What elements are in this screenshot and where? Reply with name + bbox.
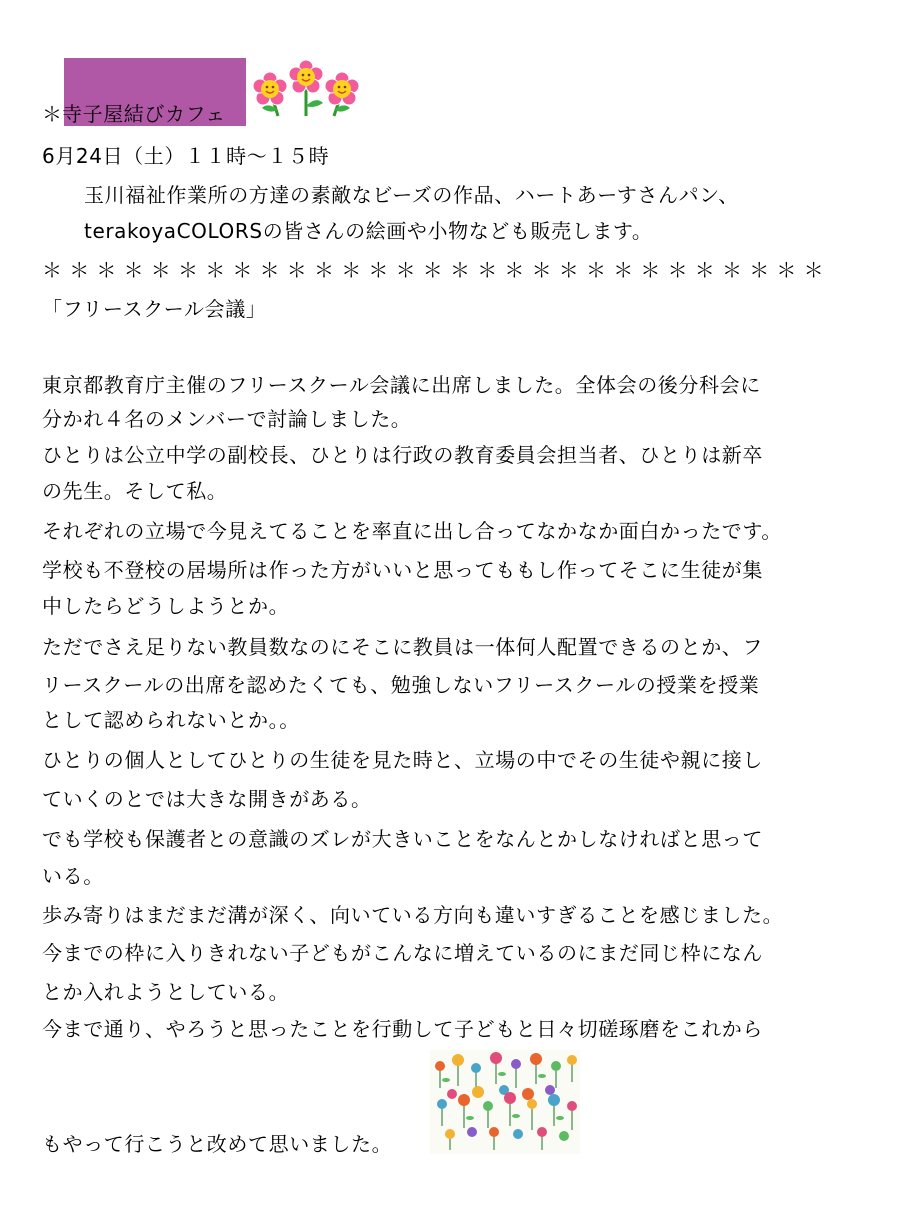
body-line: リースクールの出席を認めたくても、勉強しないフリースクールの授業を授業 — [42, 673, 760, 697]
body-line: の先生。そして私。 — [42, 479, 228, 503]
body-line: として認められないとか。。 — [42, 708, 300, 732]
cafe-schedule: 6月24日（土）１１時～１５時 — [42, 144, 330, 168]
heading-text: 寺子屋結びカフェ — [62, 102, 226, 126]
floral-sticker-icon — [430, 1050, 580, 1154]
body-line: 学校も不登校の居場所は作った方がいいと思ってももし作ってそこに生徒が集 — [42, 558, 763, 582]
body-line: いる。 — [42, 864, 104, 888]
body-line: 歩み寄りはまだまだ溝が深く、向いている方向も違いすぎることを感じました。 — [42, 903, 784, 927]
cafe-desc-line-1: 玉川福祉作業所の方達の素敵なビーズの作品、ハートあーすさんパン、 — [84, 183, 739, 207]
cafe-desc-line-2: terakoyaCOLORSの皆さんの絵画や小物なども販売します。 — [84, 219, 653, 243]
body-line: 分かれ４名のメンバーで討論しました。 — [42, 407, 412, 431]
body-line: ひとりの個人としてひとりの生徒を見た時と、立場の中でその生徒や親に接し — [42, 748, 763, 772]
body-line: ひとりは公立中学の副校長、ひとりは行政の教育委員会担当者、ひとりは新卒 — [42, 443, 763, 467]
body-line: 中したらどうしようとか。 — [42, 594, 290, 618]
body-line: でも学校も保護者との意識のズレが大きいことをなんとかしなければと思って — [42, 827, 763, 851]
article-title: 「フリースクール会議」 — [42, 297, 267, 321]
body-line: 東京都教育庁主催のフリースクール会議に出席しました。全体会の後分科会に — [42, 373, 761, 397]
closing-line: もやって行こうと改めて思いました。 — [42, 1132, 393, 1156]
body-line: 今までの枠に入りきれない子どもがこんなに増えているのにまだ同じ枠になん — [42, 941, 763, 965]
body-line: とか入れようとしている。 — [42, 980, 290, 1004]
smiling-flowers-icon — [248, 60, 366, 118]
body-line: ただでさえ足りない教員数なのにそこに教員は一体何人配置できるのとか、フ — [42, 635, 763, 659]
separator-line: ＊＊＊＊＊＊＊＊＊＊＊＊＊＊＊＊＊＊＊＊＊＊＊＊＊＊＊＊＊ — [42, 258, 831, 282]
body-line: ていくのとでは大きな開きがある。 — [42, 787, 372, 811]
cafe-heading — [42, 100, 226, 128]
body-line: 今まで通り、やろうと思ったことを行動して子どもと日々切磋琢磨をこれから — [42, 1017, 763, 1041]
body-line: それぞれの立場で今見えてることを率直に出し合ってなかなか面白かったです。 — [42, 519, 782, 543]
heading-mark: ＊ — [42, 102, 63, 126]
